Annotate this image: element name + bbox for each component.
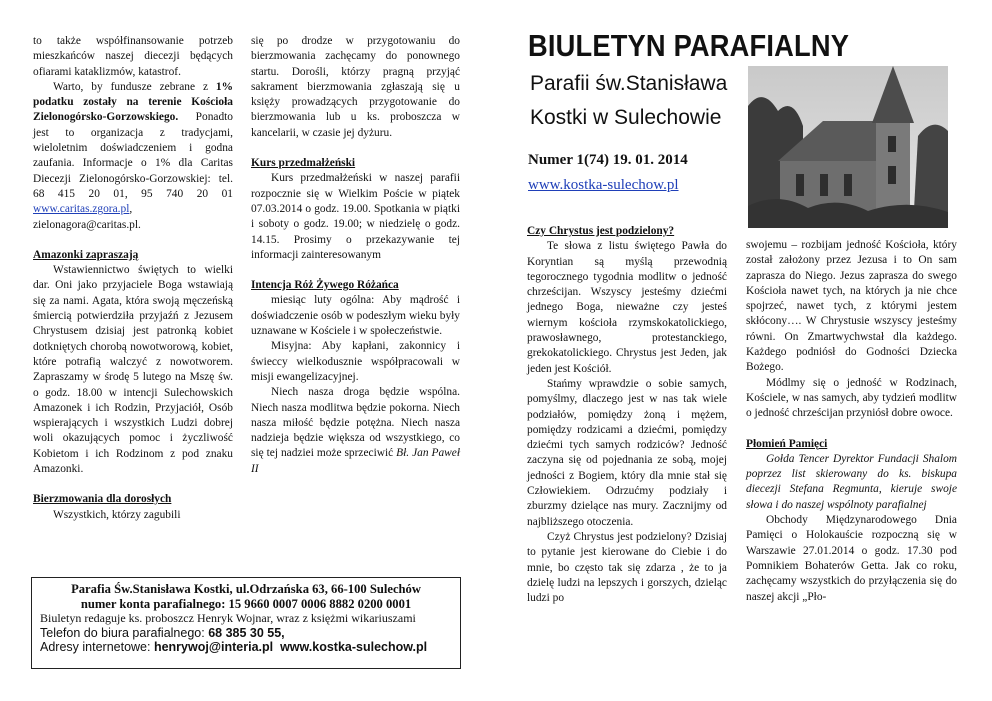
unity-paragraph-2: Stańmy wprawdzie o sobie samych, pomyślmy, dlaczego jest w nas tak wiele podziałów, pomiędzy żoną i mężem, pomiędzy rodzicami a dziećmi, pomiędzy dziećmi tych samych rodziców? Jedność zaczyna się od pojednania ze sobą, mojej jedności z Bogiem, który dla mnie stał się Człowiekiem. Odrzućmy podziały i zburzmy dzielące nas mury. Zacznijmy od najbliższego otoczenia. [527,377,727,528]
plomien-heading: Płomień Pamięci [746,437,828,450]
caritas-link[interactable]: www.caritas.zgora.pl [33,203,130,216]
quote-author: Bł. Jan Paweł II [251,447,460,475]
bulletin-subtitle-2: Kostki w Sulechowie [530,106,722,129]
issue-number: Numer 1(74) 19. 01. 2014 [528,152,688,168]
parish-address: Parafia Św.Stanisława Kostki, ul.Odrzańska 63, 66-100 Sulechów [71,582,421,596]
phone-number: 68 385 30 55, [208,625,285,640]
column-1 [33,34,233,523]
bierzmowania-paragraph-start: Wszystkich, którzy zagubili [53,508,181,521]
column-4 [746,238,957,605]
prayer-quote: Niech nasza droga będzie wspólna. Niech nasza modlitwa będzie pokorna. Niech nasza miłość będzie potężna. Niech nasza nadzieja będzie większa od wszystkiego, co się tej nadziei może sprzeciwić Bł. Jan Paweł II [251,386,460,475]
unity-heading: Czy Chrystus jest podzielony? [527,225,675,237]
unity-paragraph-3: Czyż Chrystus jest podzielony? Dzisiaj to pytanie jest kierowane do Ciebie i do mnie, bo często tak się zdarza , że to ja dzielę ludzi na lepszych i gorszych, dzieląc ludzi po [527,530,727,605]
plomien-paragraph: Obchody Międzynarodowego Dnia Pamięci o Holokauście rozpoczną się w Warszawie 27.01.2014 o godz. 17.30 pod Pomnikiem Bohaterów Getta. Jak co roku, zachęcamy wszystkich do przyłączenia się do naszej akcji „Pło- [746,514,957,603]
intencja-general: miesiąc luty ogólna: Aby mądrość i doświadczenie osób w podeszłym wieku były uznawane w Kościele i w społeczeństwie. [251,294,460,338]
bierzmowania-heading: Bierzmowania dla dorosłych [33,493,172,506]
church-photo [748,66,948,228]
unity-paragraph-continued: swojemu – rozbijam jedność Kościoła, który został założony przez Jezusa i to On sam zaprasza do Niego. Jezus zaprasza do swego Kościoła nawet tych, na których ja nie chce spojrzeć, nawet tych, z którymi jestem skłócony…. W Chrystusie wszyscy jesteśmy równi. On Zmartwychwstał dla każdego. Każdego podniósł do Godności Dziecka Bożego. [746,239,957,374]
intencja-heading: Intencja Róż Żywego Różańca [251,279,399,292]
unity-prayer: Módlmy się o jedność w Rodzinach, Kościele, w nas samych, aby tydzień modlitw o jedność chrześcijan przyniósł dobre owoce. [746,376,957,420]
amazonki-paragraph: Wstawiennictwo świętych to wielki dar. Oni jako przyjaciele Boga wstawiają się za nami. Agata, która swoją męczeńską śmiercią potwierdziła przyjaźń z Jezusem Chrystusem dzisiaj jest patronką kobiet dotkniętych chorobą nowotworową, kobiet, które potrafią walczyć z nowotworem. Zapraszamy w środę 5 lutego na Mszę św. o godz. 18.00 w intencji Sulechowskich Amazonek i ich Rodzin, Przyjaciół, Osób wspierających i wszystkich Ludzi dobrej woli okazujących pomoc i życzliwość Kobietom i ich Rodzinom z pod znaku Amazonki. [33,264,233,476]
column-2 [251,34,460,477]
kurs-paragraph: Kurs przedmałżeński w naszej parafii rozpocznie się w Wielkim Poście w piątek 07.03.2014 o godz. 19.00. Spotkania w piątki i soboty o godz. 19.00; w niedzielę o godz. 14.15. Prosimy o przekazywanie tej informacji zainteresowanym [251,172,460,261]
web-addresses-line: Adresy internetowe: henrywoj@interia.pl www.kostka-sulechow.pl [40,640,428,654]
column-3 [527,224,727,606]
website-link[interactable]: www.kostka-sulechow.pl [280,640,428,654]
bulletin-title: BIULETYN PARAFIALNY [528,28,850,63]
amazonki-heading: Amazonki zapraszają [33,248,139,261]
caritas-paragraph-end: to także współfinansowanie potrzeb mieszkańców naszej diecezji będących ofiarami kataklizmów, katastrof. [33,35,233,78]
caritas-paragraph: Warto, by fundusze zebrane z 1% podatku zostały na terenie Kościoła Zielonogórsko-Gorzowskiego. Ponadto jest to organizacja z tradycjami, wieloletnim doświadczeniem i godna zaufania. Informacje o 1% dla Caritas Diecezji Zielonogórsko-Gorzowskiej: tel. 68 415 20 01, 95 740 20 01 www.caritas.zgora.pl, zielonagora@caritas.pl. [33,80,233,231]
unity-paragraph-1: Te słowa z listu świętego Pawła do Koryntian są myślą przewodnią tegorocznego tygodnia modlitw o jedność chrześcijan. Wszyscy jesteśmy dziećmi jednego Boga, nieważne czy jesteś wiernym kościoła rzymskokatolickiego, prawosławnego, protestanckiego, grekokatolickiego. Chrystus jest Jeden, jak jeden jest Kościół. [527,240,727,375]
parish-info-box [31,577,461,669]
caritas-bold-text: 1% podatku zostały na terenie Kościoła Zielonogórsko-Gorzowskiego. [33,80,233,124]
intencja-misyjna: Misyjna: Aby kapłani, zakonnicy i świeccy wielkodusznie współpracowali w misji ewangelizacyjnej. [251,340,460,383]
masthead-website-link[interactable]: www.kostka-sulechow.pl [528,177,679,193]
bierzmowania-paragraph-end: się po drodze w przygotowaniu do bierzmowania zachęcamy do ponownego startu. Dorośli, którzy pragną przyjąć sakrament bierzmowania zgłaszają się u księży prowadzących przygotowanie do bierzmowania lub u ks. proboszcza w kancelarii, w czasie jej dyżuru. [251,35,460,139]
kurs-heading: Kurs przedmałżeński [251,157,356,170]
email-link[interactable]: henrywoj@interia.pl [153,640,274,654]
plomien-intro: Gołda Tencer Dyrektor Fundacji Shalom poprzez list skierowany do ks. biskupa diecezji Stefana Regmunta, kieruje swoje słowa i do naszej wspólnoty parafialnej [746,452,957,511]
bulletin-subtitle-1: Parafii św.Stanisława [530,72,728,95]
editor-line: Biuletyn redaguje ks. proboszcz Henryk Wojnar, wraz z księżmi wikariuszami [40,611,416,625]
bank-account: numer konta parafialnego: 15 9660 0007 0006 8882 0200 0001 [80,596,412,611]
phone-line: Telefon do biura parafialnego: 68 385 30 55, [40,625,285,640]
